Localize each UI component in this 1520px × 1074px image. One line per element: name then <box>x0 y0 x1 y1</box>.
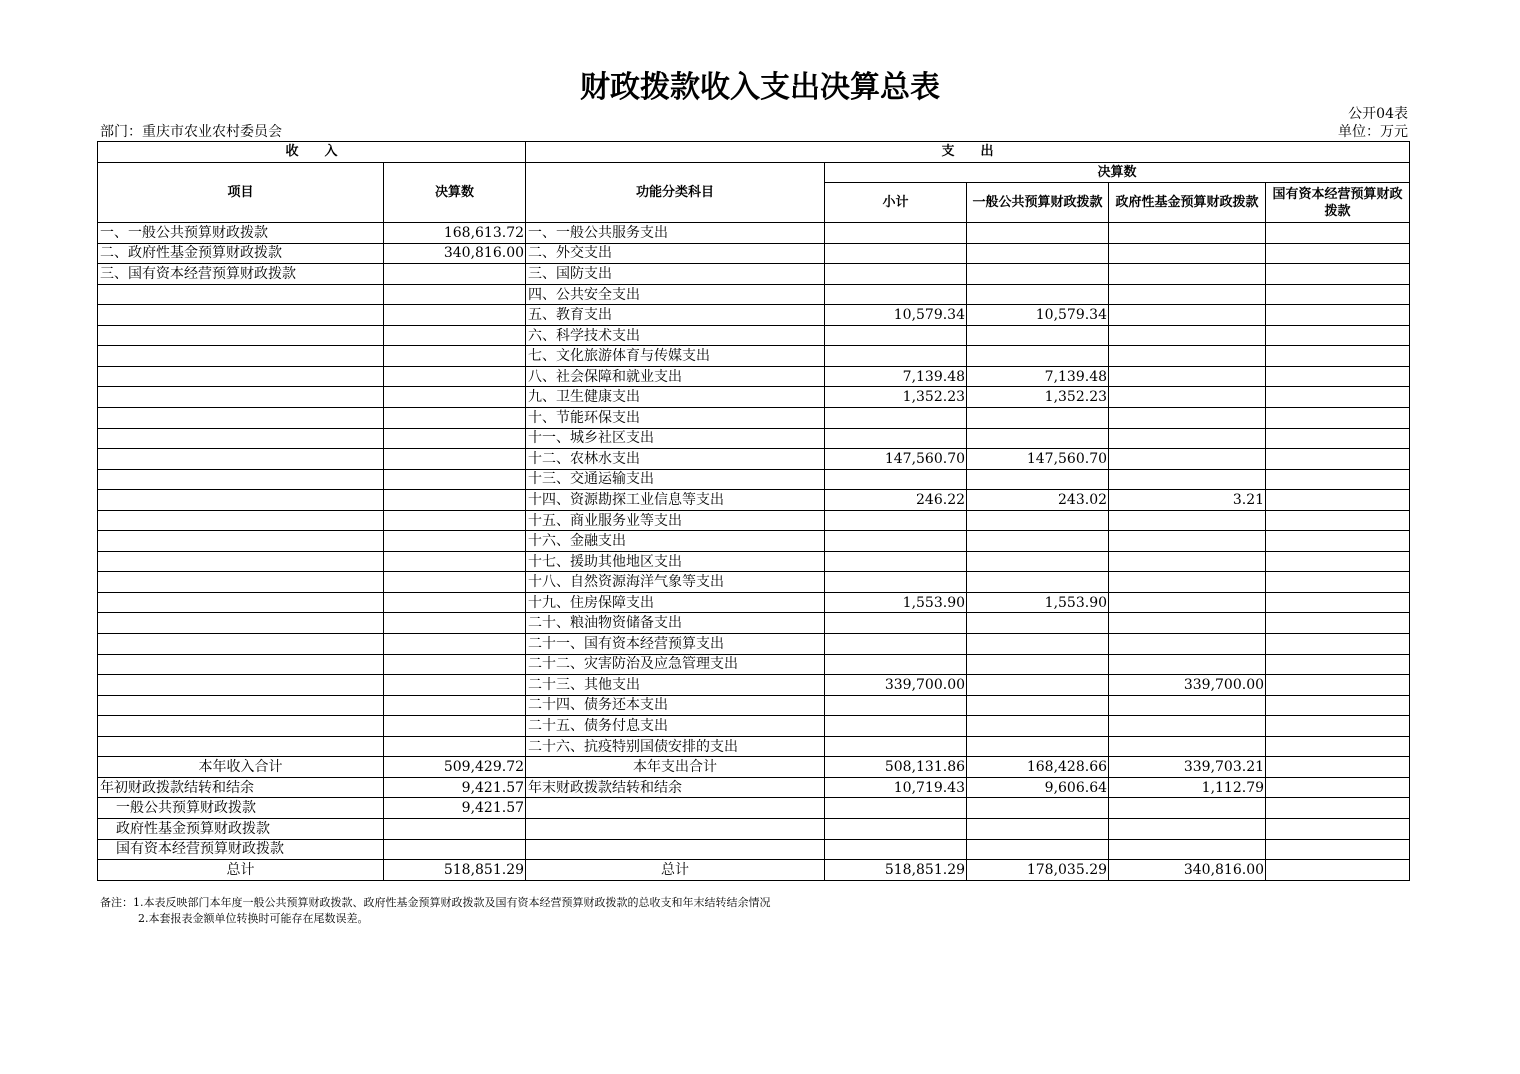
cell-fund <box>1109 654 1266 675</box>
cell-gen: 178,035.29 <box>967 860 1109 881</box>
table-row <box>98 428 1410 449</box>
cell-fund <box>1109 634 1266 655</box>
cell-state <box>1266 325 1410 346</box>
cell-amount <box>384 613 526 634</box>
table-row <box>98 572 1410 593</box>
fund-header: 政府性基金预算财政拨款 <box>1109 183 1266 223</box>
cell-gen <box>967 818 1109 839</box>
cell-item: 年初财政拨款结转和结余 <box>98 777 384 798</box>
cell-gen <box>967 675 1109 696</box>
income-header: 收 入 <box>98 142 526 163</box>
cell-fund <box>1109 551 1266 572</box>
cell-state <box>1266 572 1410 593</box>
cell-amount: 168,613.72 <box>384 223 526 244</box>
cell-func <box>526 798 825 819</box>
cell-sub <box>825 469 967 490</box>
cell-sub: 7,139.48 <box>825 366 967 387</box>
cell-func: 二十五、债务付息支出 <box>526 716 825 737</box>
cell-state <box>1266 634 1410 655</box>
cell-state <box>1266 366 1410 387</box>
cell-state <box>1266 592 1410 613</box>
cell-func: 二十、粮油物资储备支出 <box>526 613 825 634</box>
table-row <box>98 716 1410 737</box>
cell-gen <box>967 510 1109 531</box>
cell-func: 十、节能环保支出 <box>526 408 825 429</box>
cell-item <box>98 510 384 531</box>
cell-item <box>98 490 384 511</box>
cell-state <box>1266 243 1410 264</box>
cell-state <box>1266 551 1410 572</box>
cell-item <box>98 736 384 757</box>
cell-state <box>1266 757 1410 778</box>
cell-amount <box>384 449 526 470</box>
carry-sub-row <box>98 839 1410 860</box>
cell-amount: 518,851.29 <box>384 860 526 881</box>
cell-item <box>98 613 384 634</box>
cell-amount <box>384 325 526 346</box>
cell-sub <box>825 531 967 552</box>
final-header: 决算数 <box>825 162 1410 183</box>
table-row <box>98 736 1410 757</box>
cell-sub <box>825 839 967 860</box>
cell-amount <box>384 592 526 613</box>
cell-state <box>1266 469 1410 490</box>
cell-fund <box>1109 243 1266 264</box>
cell-func: 十三、交通运输支出 <box>526 469 825 490</box>
cell-item <box>98 305 384 326</box>
cell-func: 二十六、抗疫特别国债安排的支出 <box>526 736 825 757</box>
cell-sub <box>825 818 967 839</box>
cell-func: 十六、金融支出 <box>526 531 825 552</box>
page-title: 财政拨款收入支出决算总表 <box>580 70 940 105</box>
cell-gen: 1,352.23 <box>967 387 1109 408</box>
cell-sub <box>825 654 967 675</box>
cell-fund <box>1109 449 1266 470</box>
department-label: 部门：重庆市农业农村委员会 <box>100 124 282 140</box>
cell-amount <box>384 695 526 716</box>
cell-sub <box>825 572 967 593</box>
cell-amount <box>384 408 526 429</box>
cell-amount <box>384 490 526 511</box>
cell-sub <box>825 551 967 572</box>
table-row <box>98 675 1410 696</box>
cell-sub: 246.22 <box>825 490 967 511</box>
cell-item <box>98 551 384 572</box>
cell-fund <box>1109 305 1266 326</box>
cell-gen <box>967 634 1109 655</box>
cell-amount <box>384 654 526 675</box>
cell-fund <box>1109 408 1266 429</box>
cell-gen: 9,606.64 <box>967 777 1109 798</box>
cell-item: 国有资本经营预算财政拨款 <box>98 839 384 860</box>
cell-gen: 1,553.90 <box>967 592 1109 613</box>
cell-func: 十八、自然资源海洋气象等支出 <box>526 572 825 593</box>
cell-func <box>526 818 825 839</box>
form-number: 公开04表 <box>1348 106 1408 122</box>
cell-sub: 508,131.86 <box>825 757 967 778</box>
cell-item <box>98 531 384 552</box>
cell-fund <box>1109 284 1266 305</box>
cell-item <box>98 346 384 367</box>
table-row <box>98 325 1410 346</box>
cell-amount <box>384 634 526 655</box>
cell-gen <box>967 325 1109 346</box>
cell-func: 十五、商业服务业等支出 <box>526 510 825 531</box>
cell-state <box>1266 818 1410 839</box>
cell-func: 四、公共安全支出 <box>526 284 825 305</box>
cell-item <box>98 387 384 408</box>
table-row <box>98 346 1410 367</box>
cell-func: 六、科学技术支出 <box>526 325 825 346</box>
cell-gen: 147,560.70 <box>967 449 1109 470</box>
cell-gen: 10,579.34 <box>967 305 1109 326</box>
carry-sub-row <box>98 818 1410 839</box>
cell-fund <box>1109 818 1266 839</box>
cell-item <box>98 408 384 429</box>
cell-sub <box>825 613 967 634</box>
cell-sub <box>825 510 967 531</box>
cell-state <box>1266 716 1410 737</box>
cell-gen <box>967 551 1109 572</box>
cell-gen <box>967 798 1109 819</box>
cell-state <box>1266 284 1410 305</box>
cell-gen <box>967 346 1109 367</box>
cell-item: 本年收入合计 <box>98 757 384 778</box>
cell-gen <box>967 695 1109 716</box>
cell-state <box>1266 798 1410 819</box>
cell-amount <box>384 346 526 367</box>
cell-func: 十一、城乡社区支出 <box>526 428 825 449</box>
cell-sub: 518,851.29 <box>825 860 967 881</box>
cell-func: 十七、援助其他地区支出 <box>526 551 825 572</box>
cell-sub <box>825 264 967 285</box>
cell-fund: 339,700.00 <box>1109 675 1266 696</box>
notes <box>100 895 771 927</box>
cell-amount <box>384 366 526 387</box>
cell-amount <box>384 551 526 572</box>
cell-func: 年末财政拨款结转和结余 <box>526 777 825 798</box>
cell-fund <box>1109 510 1266 531</box>
cell-func: 二十一、国有资本经营预算支出 <box>526 634 825 655</box>
cell-amount <box>384 264 526 285</box>
cell-state <box>1266 387 1410 408</box>
cell-item: 总计 <box>98 860 384 881</box>
cell-item <box>98 592 384 613</box>
func-header: 功能分类科目 <box>526 162 825 223</box>
table-row <box>98 654 1410 675</box>
table-row <box>98 592 1410 613</box>
cell-item: 三、国有资本经营预算财政拨款 <box>98 264 384 285</box>
cell-gen <box>967 531 1109 552</box>
cell-fund <box>1109 223 1266 244</box>
cell-fund: 1,112.79 <box>1109 777 1266 798</box>
cell-state <box>1266 408 1410 429</box>
cell-state <box>1266 654 1410 675</box>
cell-fund <box>1109 695 1266 716</box>
cell-amount <box>384 736 526 757</box>
cell-gen <box>967 243 1109 264</box>
table-row <box>98 613 1410 634</box>
cell-func: 九、卫生健康支出 <box>526 387 825 408</box>
cell-gen <box>967 408 1109 429</box>
cell-amount <box>384 675 526 696</box>
cell-sub <box>825 243 967 264</box>
cell-state <box>1266 839 1410 860</box>
cell-item <box>98 572 384 593</box>
cell-gen <box>967 264 1109 285</box>
cell-state <box>1266 675 1410 696</box>
cell-amount <box>384 305 526 326</box>
cell-sub <box>825 716 967 737</box>
cell-fund <box>1109 798 1266 819</box>
table-row <box>98 387 1410 408</box>
cell-amount <box>384 572 526 593</box>
cell-amount: 340,816.00 <box>384 243 526 264</box>
cell-fund <box>1109 346 1266 367</box>
total-row <box>98 757 1410 778</box>
cell-item: 二、政府性基金预算财政拨款 <box>98 243 384 264</box>
cell-fund <box>1109 531 1266 552</box>
cell-amount: 9,421.57 <box>384 777 526 798</box>
cell-sub: 147,560.70 <box>825 449 967 470</box>
cell-amount: 509,429.72 <box>384 757 526 778</box>
cell-amount <box>384 469 526 490</box>
cell-amount <box>384 839 526 860</box>
cell-func: 十二、农林水支出 <box>526 449 825 470</box>
cell-sub: 10,579.34 <box>825 305 967 326</box>
cell-func: 总计 <box>526 860 825 881</box>
cell-func <box>526 839 825 860</box>
cell-sub <box>825 695 967 716</box>
table-row <box>98 469 1410 490</box>
table-row <box>98 305 1410 326</box>
amount-header: 决算数 <box>384 162 526 223</box>
carry-sub-row <box>98 798 1410 819</box>
cell-fund <box>1109 736 1266 757</box>
cell-sub: 339,700.00 <box>825 675 967 696</box>
cell-gen <box>967 736 1109 757</box>
table-row <box>98 531 1410 552</box>
cell-amount <box>384 510 526 531</box>
cell-state <box>1266 777 1410 798</box>
table-row <box>98 223 1410 244</box>
subtotal-header: 小计 <box>825 183 967 223</box>
item-header: 项目 <box>98 162 384 223</box>
cell-item: 政府性基金预算财政拨款 <box>98 818 384 839</box>
cell-amount <box>384 387 526 408</box>
cell-sub: 10,719.43 <box>825 777 967 798</box>
cell-gen <box>967 572 1109 593</box>
cell-func: 五、教育支出 <box>526 305 825 326</box>
general-header: 一般公共预算财政拨款 <box>967 183 1109 223</box>
cell-func: 二十四、债务还本支出 <box>526 695 825 716</box>
cell-state <box>1266 613 1410 634</box>
cell-item <box>98 284 384 305</box>
cell-gen <box>967 428 1109 449</box>
cell-state <box>1266 449 1410 470</box>
cell-gen: 7,139.48 <box>967 366 1109 387</box>
cell-state <box>1266 305 1410 326</box>
cell-sub <box>825 798 967 819</box>
cell-fund: 340,816.00 <box>1109 860 1266 881</box>
cell-item <box>98 325 384 346</box>
cell-amount: 9,421.57 <box>384 798 526 819</box>
cell-sub <box>825 634 967 655</box>
cell-sub: 1,553.90 <box>825 592 967 613</box>
cell-state <box>1266 695 1410 716</box>
cell-state <box>1266 490 1410 511</box>
cell-gen <box>967 839 1109 860</box>
cell-gen <box>967 223 1109 244</box>
cell-state <box>1266 860 1410 881</box>
table-row <box>98 449 1410 470</box>
cell-fund <box>1109 366 1266 387</box>
grand-total-row <box>98 860 1410 881</box>
state-header: 国有资本经营预算财政拨款 <box>1266 183 1410 223</box>
cell-state <box>1266 346 1410 367</box>
cell-gen <box>967 716 1109 737</box>
cell-item <box>98 695 384 716</box>
cell-fund <box>1109 428 1266 449</box>
cell-item <box>98 654 384 675</box>
cell-fund <box>1109 716 1266 737</box>
cell-gen: 168,428.66 <box>967 757 1109 778</box>
cell-gen <box>967 469 1109 490</box>
cell-fund <box>1109 264 1266 285</box>
cell-state <box>1266 223 1410 244</box>
table-row <box>98 284 1410 305</box>
cell-amount <box>384 818 526 839</box>
table-row <box>98 634 1410 655</box>
cell-fund <box>1109 613 1266 634</box>
cell-state <box>1266 264 1410 285</box>
cell-func: 本年支出合计 <box>526 757 825 778</box>
cell-func: 三、国防支出 <box>526 264 825 285</box>
cell-fund <box>1109 387 1266 408</box>
table-row <box>98 366 1410 387</box>
table-row <box>98 695 1410 716</box>
cell-fund <box>1109 469 1266 490</box>
cell-func: 一、一般公共服务支出 <box>526 223 825 244</box>
table-row <box>98 490 1410 511</box>
note-1: 备注：1.本表反映部门本年度一般公共预算财政拨款、政府性基金预算财政拨款及国有资本经营预算财政拨款的总收支和年末结转结余情况 <box>100 896 771 909</box>
cell-func: 二十三、其他支出 <box>526 675 825 696</box>
budget-table <box>97 141 1410 881</box>
cell-gen <box>967 613 1109 634</box>
cell-amount <box>384 531 526 552</box>
cell-fund <box>1109 592 1266 613</box>
cell-item <box>98 366 384 387</box>
cell-item <box>98 716 384 737</box>
cell-func: 十九、住房保障支出 <box>526 592 825 613</box>
unit-label: 单位：万元 <box>1338 124 1408 140</box>
cell-sub <box>825 346 967 367</box>
cell-func: 十四、资源勘探工业信息等支出 <box>526 490 825 511</box>
cell-gen <box>967 654 1109 675</box>
cell-fund <box>1109 325 1266 346</box>
cell-gen: 243.02 <box>967 490 1109 511</box>
cell-item: 一、一般公共预算财政拨款 <box>98 223 384 244</box>
cell-item <box>98 469 384 490</box>
cell-func: 二十二、灾害防治及应急管理支出 <box>526 654 825 675</box>
cell-fund: 3.21 <box>1109 490 1266 511</box>
carry-row <box>98 777 1410 798</box>
cell-amount <box>384 284 526 305</box>
cell-gen <box>967 284 1109 305</box>
cell-sub <box>825 428 967 449</box>
cell-amount <box>384 716 526 737</box>
cell-sub <box>825 408 967 429</box>
cell-state <box>1266 510 1410 531</box>
cell-sub <box>825 736 967 757</box>
cell-state <box>1266 428 1410 449</box>
cell-state <box>1266 531 1410 552</box>
cell-func: 八、社会保障和就业支出 <box>526 366 825 387</box>
table-row <box>98 243 1410 264</box>
cell-sub: 1,352.23 <box>825 387 967 408</box>
cell-item <box>98 634 384 655</box>
table-row <box>98 264 1410 285</box>
cell-fund <box>1109 839 1266 860</box>
cell-state <box>1266 736 1410 757</box>
cell-func: 七、文化旅游体育与传媒支出 <box>526 346 825 367</box>
cell-sub <box>825 223 967 244</box>
cell-fund: 339,703.21 <box>1109 757 1266 778</box>
cell-sub <box>825 284 967 305</box>
cell-item: 一般公共预算财政拨款 <box>98 798 384 819</box>
expense-header: 支 出 <box>526 142 1410 163</box>
cell-fund <box>1109 572 1266 593</box>
cell-item <box>98 428 384 449</box>
cell-func: 二、外交支出 <box>526 243 825 264</box>
cell-item <box>98 449 384 470</box>
table-row <box>98 408 1410 429</box>
cell-item <box>98 675 384 696</box>
note-2: 2.本套报表金额单位转换时可能存在尾数误差。 <box>138 912 369 925</box>
cell-amount <box>384 428 526 449</box>
cell-sub <box>825 325 967 346</box>
table-row <box>98 510 1410 531</box>
table-row <box>98 551 1410 572</box>
